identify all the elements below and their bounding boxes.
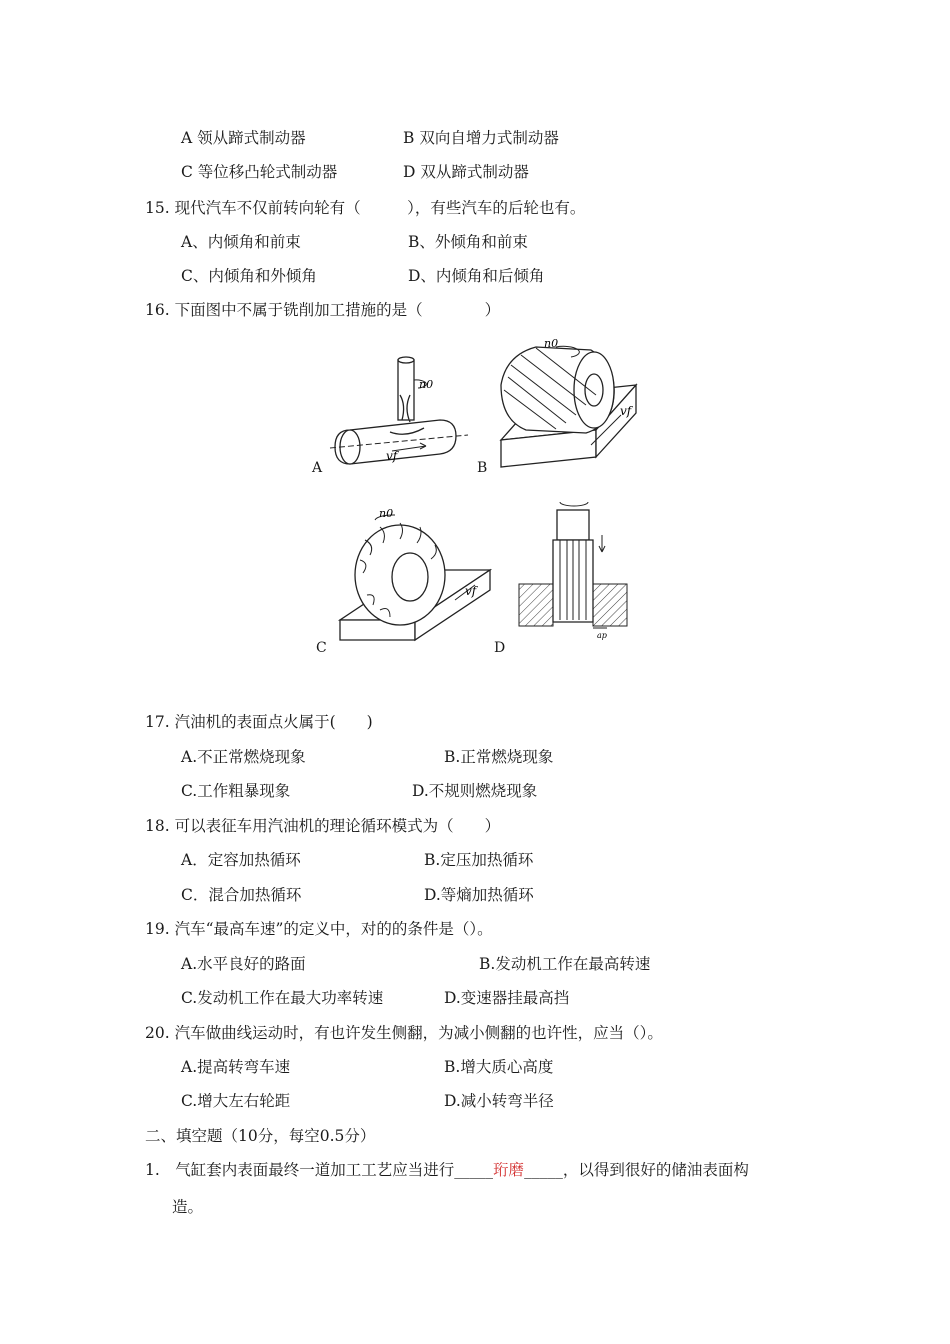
q18-question: 18. 可以表征车用汽油机的理论循环模式为（ ）	[145, 817, 501, 835]
figure-label-b: B	[477, 460, 488, 476]
q14-option-d: D 双从蹄式制动器	[403, 163, 529, 181]
figure-a-keyway-milling	[330, 350, 470, 480]
q15-option-a: A、内倾角和前束	[181, 233, 301, 251]
q19-option-b: B.发动机工作在最高转速	[479, 955, 651, 973]
q19-option-c: C.发动机工作在最大功率转速	[181, 989, 384, 1007]
q18-option-a: A．定容加热循环	[181, 851, 301, 869]
fill-1-suffix: ，以得到很好的储油表面构	[562, 1161, 749, 1179]
figure-d-reaming	[515, 500, 630, 645]
figure-label-c: C	[316, 640, 327, 656]
fill-1-continuation: 造。	[172, 1198, 204, 1216]
figure-label-a: A	[312, 460, 323, 476]
q18-option-c: C．混合加热循环	[181, 886, 302, 904]
q20-option-c: C.增大左右轮距	[181, 1092, 291, 1110]
q20-option-d: D.减小转弯半径	[444, 1092, 554, 1110]
section-2-heading: 二、填空题（10分，每空0.5分）	[145, 1127, 376, 1145]
figure-d-ap: ap	[597, 631, 607, 640]
q17-option-c: C.工作粗暴现象	[181, 782, 291, 800]
q18-option-d: D.等熵加热循环	[424, 886, 534, 904]
q19-question: 19. 汽车“最高车速”的定义中，对的的条件是（）。	[145, 920, 493, 938]
figure-c-vf: vf	[465, 584, 477, 598]
q14-option-a: A 领从蹄式制动器	[181, 129, 306, 147]
q20-option-a: A.提高转弯车速	[181, 1058, 291, 1076]
q16-question: 16. 下面图中不属于铣削加工措施的是（ ）	[145, 301, 501, 319]
figure-a-vf: vf	[386, 449, 398, 463]
fill-1-blank-left: _____	[454, 1161, 494, 1179]
fill-1-blank-right: _____	[524, 1161, 563, 1179]
figure-a-n0: n0	[419, 378, 434, 391]
figure-c-form-milling	[335, 505, 495, 645]
q14-option-b: B 双向自增力式制动器	[403, 129, 559, 147]
figure-label-d: D	[494, 640, 506, 656]
q18-option-b: B.定压加热循环	[424, 851, 534, 869]
q19-option-a: A.水平良好的路面	[181, 955, 306, 973]
q15-option-d: D、内倾角和后倾角	[408, 267, 545, 285]
fill-1-answer: 珩磨	[493, 1161, 525, 1179]
q15-option-c: C、内倾角和外倾角	[181, 267, 317, 285]
q15-option-b: B、外倾角和前束	[408, 233, 528, 251]
figure-c-n0: n0	[379, 507, 394, 520]
q17-question: 17. 汽油机的表面点火属于( )	[145, 713, 373, 731]
q19-option-d: D.变速器挂最高挡	[444, 989, 570, 1007]
q14-option-c: C 等位移凸轮式制动器	[181, 163, 338, 181]
q20-question: 20. 汽车做曲线运动时，有也许发生侧翻，为减小侧翻的也许性，应当（）。	[145, 1024, 663, 1042]
figure-b-plain-milling	[496, 335, 641, 475]
q17-option-a: A.不正常燃烧现象	[181, 748, 306, 766]
q15-question: 15. 现代汽车不仅前转向轮有（ ），有些汽车的后轮也有。	[145, 199, 586, 217]
q17-option-b: B.正常燃烧现象	[444, 748, 554, 766]
q20-option-b: B.增大质心高度	[444, 1058, 554, 1076]
fill-question-1	[145, 1160, 749, 1180]
figure-b-n0: n0	[544, 337, 559, 350]
fill-1-prefix: 1. 气缸套内表面最终一道加工工艺应当进行	[145, 1161, 455, 1179]
figure-b-vf: vf	[620, 404, 632, 418]
q17-option-d: D.不规则燃烧现象	[412, 782, 538, 800]
